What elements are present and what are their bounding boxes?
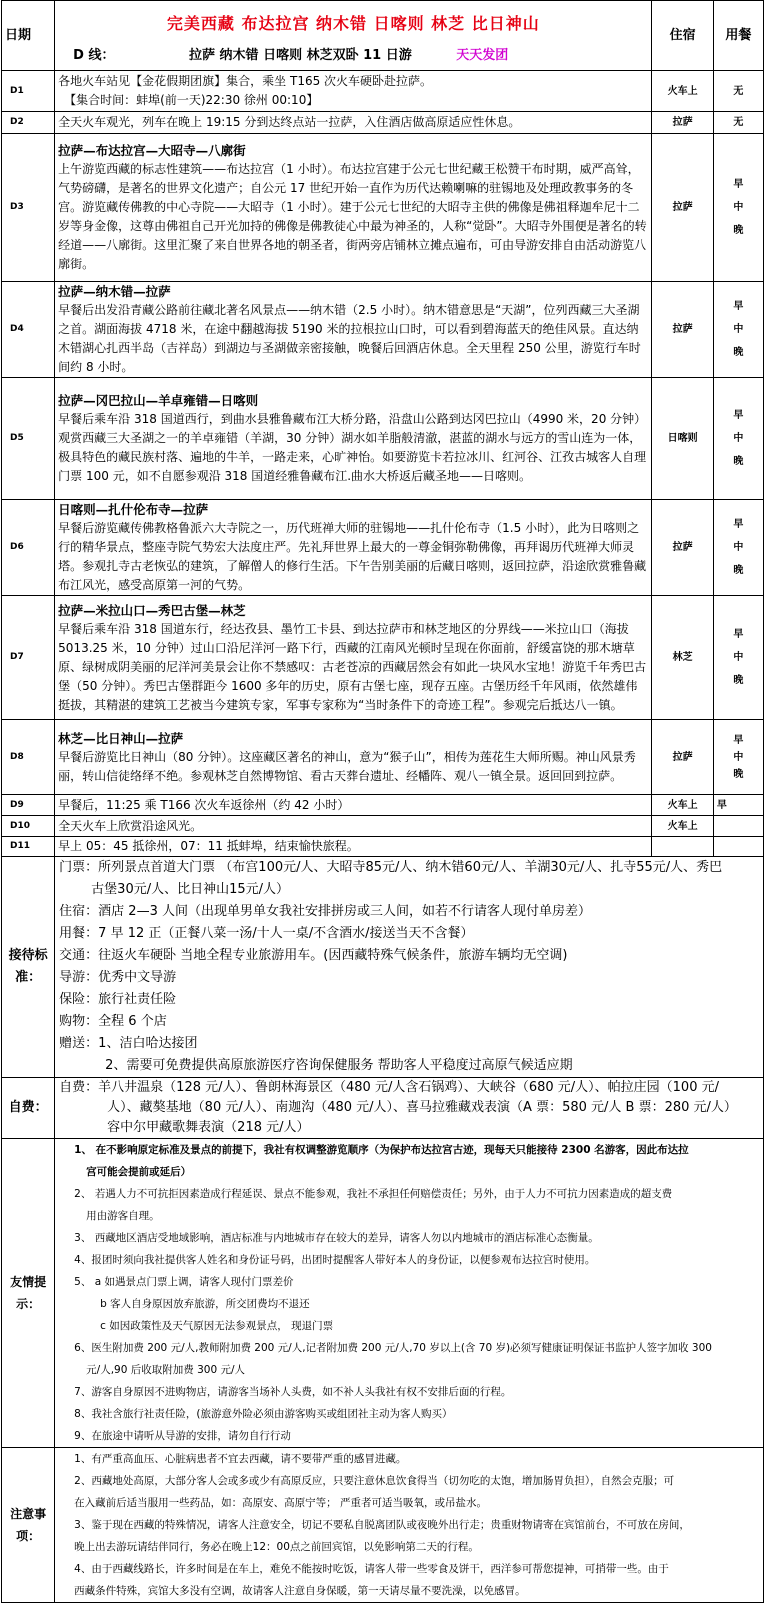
- day-row: [2, 795, 764, 816]
- tip-line: 8、我社含旅行社责任险，(旅游意外险必须由游客购买或组团社主动为客人购买）: [74, 1408, 453, 1420]
- standard-line: 保险：旅行社责任险: [59, 992, 177, 1007]
- day-label: D3: [2, 134, 55, 282]
- tip-line: 1、 在不影响原定标准及景点的前提下，我社有权调整游览顺序（为保护布达拉宫古迹，现每天只能接待 2300 名游客，因此布达拉: [74, 1144, 689, 1156]
- meal-dinner: 晚: [733, 225, 744, 236]
- standards-label: 接待标准：: [2, 857, 55, 1078]
- tip-line: 3、 西藏地区酒店受地域影响，酒店标准与内地城市存在较大的差异，请客人勿以内地城市的酒店标准心态衡量。: [74, 1232, 599, 1244]
- day-stay: 拉萨: [652, 282, 713, 378]
- day-title: 拉萨—纳木错—拉萨: [58, 284, 171, 299]
- notice-line: 1、有严重高血压、心脏病患者不宜去西藏，请不要带严重的感冒进藏。: [74, 1453, 407, 1465]
- day-line: 早餐后乘车沿 318 国道西行，到曲水县雅鲁藏布江大桥分路，沿盘山公路到达冈巴拉山（4990 米，20 分钟）观赏西藏三大圣湖之一的羊卓雍错（羊湖，30 分钟）湖水如羊脂般清澈，湛蓝的湖水与远方的雪山连为一体，极具特色的藏民族村落、遍地的牛羊，一路走来，心旷神怡。如要游览卡若拉冰川、红河谷、江孜古城客人自理门票 100 元，如不自愿参观沿 318 国道经雅鲁藏布江.曲水大桥返后藏圣地——日喀则。: [58, 412, 647, 483]
- standard-line: 住宿：酒店 2—3 人间（出现单男单女我社安排拼房或三人间，如若不行请客人现付单房差）: [59, 904, 591, 919]
- day-line: 早上 05：45 抵徐州，07：11 抵蚌埠，结束愉快旅程。: [58, 839, 359, 853]
- notice-row: [2, 1448, 764, 1603]
- day-meals: [713, 134, 763, 282]
- day-stay: 日喀则: [652, 378, 713, 500]
- day-label: D2: [2, 112, 55, 134]
- notice-label: 注意事项：: [2, 1448, 55, 1603]
- day-label: D1: [2, 71, 55, 112]
- standard-line: 导游：优秀中文导游: [59, 970, 177, 985]
- standard-line: 门票：所列景点首道大门票 （布宫100元/人、大昭寺85元/人、纳木错60元/人、羊湖30元/人、扎寺55元/人、秀巴: [59, 860, 723, 875]
- day-content: [55, 816, 652, 837]
- day-line: 早餐后游览比日神山（80 分钟）。这座藏区著名的神山，意为“猴子山”，相传为莲花生大师所赐。神山风景秀丽，转山信徒络绎不绝。参观林芝自然博物馆、看古天葬台遗址、经幡阵、观八一镇全景。返回回到拉萨。: [58, 749, 636, 783]
- day-title: 拉萨—布达拉宫—大昭寺—八廓街: [58, 143, 246, 158]
- day-label: D11: [2, 837, 55, 857]
- day-content: [55, 71, 652, 112]
- day-line: 全天火车观光，列车在晚上 19:15 分到达终点站一拉萨，入住酒店做高原适应性休息。: [58, 115, 521, 129]
- self-pay-line: 容中尔甲藏歌舞表演（218 元/人）: [107, 1120, 310, 1135]
- day-row: [2, 112, 764, 134]
- day-title: 拉萨—冈巴拉山—羊卓雍错—日喀则: [58, 393, 259, 408]
- notice-content: [55, 1448, 764, 1603]
- day-stay: 拉萨: [652, 720, 713, 795]
- day-line: 上午游览西藏的标志性建筑——布达拉宫（1 小时）。布达拉宫建于公元七世纪藏王松赞干布时期，威严高耸，气势磅礴，是著名的世界文化遗产；自公元 17 世纪开始一直作为历代达赖喇嘛的驻锡地及处理政教事务的冬宫。游览藏传佛教的中心寺院——大昭寺（1 小时）。建于公元七世纪的大昭寺主供的佛像是佛祖释迦牟尼十二岁等身金像，这尊由佛祖自己开光加持的佛像是佛教徒心中最为神圣的，人称“觉卧”。大昭寺外围便是著名的转经道——八廓街。这里汇聚了来自世界各地的朝圣者，街两旁店铺林立摊点遍布，可由导游安排自由活动游览八廓街。: [58, 162, 647, 271]
- day-stay: [652, 837, 713, 857]
- day-row: [2, 378, 764, 500]
- day-meals: [713, 720, 763, 795]
- meal-dinner: 晚: [733, 675, 744, 686]
- day-line: 早餐后乘车沿 318 国道东行，经达孜县、墨竹工卡县、到达拉萨市和林芝地区的分界线——米拉山口（海拔 5013.25 米，10 分钟）过山口沿尼洋河一路下行，西藏的江南风光顿时呈现在你面前，舒缓富饶的那木塘草原、绿树成阴美丽的尼洋河美景会让你不禁感叹：古老苍凉的西藏居然会有如此一块风水宝地！游览千年秀巴古堡（50 分钟）。秀巴古堡群距今 1600 多年的历史，原有古堡七座，现存五座。古堡历经千年风雨，依然雄伟挺拔，其精湛的建筑工艺被当今建筑专家，军事专家称为“当时条件下的奇迹工程”。参观完后抵达八一镇。: [58, 621, 647, 712]
- tip-line: 9、在旅途中请听从导游的安排，请勿自行行动: [74, 1430, 291, 1442]
- meal-lunch: 中: [733, 324, 744, 335]
- meal-dinner: 晚: [733, 347, 744, 358]
- notice-line: 4、由于西藏线路长，许多时间是在车上，难免不能按时吃饭，请客人带一些零食及饼干，西洋参可帮您提神，可捎带一些。由于: [74, 1563, 669, 1575]
- day-line: 【集合时间：蚌埠(前一天)22:30 徐州 00:10】: [64, 93, 319, 107]
- day-content: [55, 720, 652, 795]
- day-content: [55, 837, 652, 857]
- day-stay: 拉萨: [652, 112, 713, 134]
- meal-lunch: 中: [733, 751, 744, 763]
- itinerary-table: [1, 0, 764, 1603]
- day-content: [55, 795, 652, 816]
- day-meals: [713, 282, 763, 378]
- day-content: [55, 282, 652, 378]
- day-content: [55, 378, 652, 500]
- day-meal: [713, 816, 763, 837]
- day-line: 早餐后出发沿青藏公路前往藏北著名风景点——纳木错（2.5 小时）。纳木错意思是“天湖”，位列西藏三大圣湖之首。湖面海拔 4718 米，在途中翻越海拔 5190 米的拉根拉山口时，可以看到碧海蓝天的绝佳风景。直达纳木错湖心扎西半岛（吉祥岛）到湖边与圣湖做亲密接触，晚餐后回酒店休息。全天里程 250 公里，游览行车时间约 8 小时。: [58, 303, 641, 374]
- tip-line: b 客人自身原因放弃旅游，所交团费均不退还: [100, 1298, 310, 1310]
- day-line: 早餐后游览藏传佛教格鲁派六大寺院之一，历代班禅大师的驻锡地——扎什伦布寺（1.5 小时），此为日喀则之行的精华景点，整座寺院气势宏大法度庄严。先礼拜世界上最大的一尊金铜弥勒佛像，再拜谒历代班禅大师灵塔。参观扎寺古老恢弘的建筑，了解僧人的修行生活。下午告别美丽的后藏日喀则，返回拉萨，沿途欣赏雅鲁藏布江风光，感受高原第一河的气势。: [58, 521, 647, 592]
- title-cell: [55, 1, 652, 71]
- self-pay-row: [2, 1078, 764, 1139]
- line-route: 拉萨 纳木错 日喀则 林芝双卧 11 日游: [189, 47, 412, 63]
- header-row: [2, 1, 764, 71]
- day-content: [55, 500, 652, 596]
- tips-content: [55, 1139, 764, 1448]
- tip-line: 元/人,90 后收取附加费 300 元/人: [86, 1364, 245, 1376]
- self-pay-line: 人）、藏獒基地（80 元/人）、南迦沟（480 元/人）、喜马拉雅藏戏表演（A 票：580 元/人 B 票：280 元/人）: [107, 1100, 737, 1115]
- day-line: 各地火车站见【金花假期团旗】集合，乘坐 T165 次火车硬卧赴拉萨。: [58, 74, 433, 88]
- day-meal: [713, 837, 763, 857]
- tip-line: 4、报团时须向我社提供客人姓名和身份证号码，出团时提醒客人带好本人的身份证，以便参观布达拉宫时使用。: [74, 1254, 596, 1266]
- self-pay-content: [55, 1078, 764, 1139]
- day-content: [55, 112, 652, 134]
- day-stay: 火车上: [652, 816, 713, 837]
- day-column-header: 日期: [2, 1, 55, 71]
- day-row: [2, 134, 764, 282]
- day-stay: 拉萨: [652, 134, 713, 282]
- day-row: [2, 282, 764, 378]
- day-label: D7: [2, 596, 55, 720]
- meal-lunch: 中: [733, 202, 744, 213]
- meal-dinner: 晚: [733, 565, 744, 576]
- meal-lunch: 中: [733, 652, 744, 663]
- tip-line: 宫可能会提前或延后）: [86, 1166, 192, 1178]
- tip-line: 2、 若遇人力不可抗拒因素造成行程延误、景点不能参观，我社不承担任何赔偿责任；另外，由于人力不可抗力因素造成的超支费: [74, 1188, 673, 1200]
- day-label: D8: [2, 720, 55, 795]
- day-stay: 林芝: [652, 596, 713, 720]
- line-name: D 线：: [73, 47, 115, 63]
- day-row: [2, 71, 764, 112]
- day-label: D5: [2, 378, 55, 500]
- standard-line: 2、需要可免费提供高原旅游医疗咨询保健服务 帮助客人平稳度过高原气候适应期: [105, 1058, 573, 1073]
- day-title: 拉萨—米拉山口—秀巴古堡—林芝: [58, 602, 246, 618]
- meal-breakfast: 早: [733, 734, 744, 746]
- day-label: D9: [2, 795, 55, 816]
- day-stay: 火车上: [652, 71, 713, 112]
- tips-label: 友情提示：: [2, 1139, 55, 1448]
- day-content: [55, 596, 652, 720]
- day-meals: [713, 596, 763, 720]
- meal-breakfast: 早: [733, 410, 744, 421]
- day-label: D6: [2, 500, 55, 596]
- tips-row: [2, 1139, 764, 1448]
- standard-line: 古堡30元/人、比日神山15元/人）: [91, 882, 290, 897]
- day-line: 全天火车上欣赏沿途风光。: [58, 818, 203, 833]
- day-meal: 无: [713, 71, 763, 112]
- day-title: 林芝—比日神山—拉萨: [58, 730, 184, 746]
- meal-dinner: 晚: [733, 768, 744, 780]
- meal-breakfast: 早: [733, 179, 744, 190]
- day-meals: [713, 378, 763, 500]
- standard-line: 交通：往返火车硬卧 当地全程专业旅游用车。(因西藏特殊气候条件，旅游车辆均无空调): [59, 948, 568, 963]
- slogan: 天天发团: [456, 47, 509, 63]
- day-row: [2, 596, 764, 720]
- tip-line: 7、游客自身原因不进购物店，请游客当场补人头费，如不补人头我社有权不安排后面的行程。: [74, 1386, 512, 1398]
- standard-line: 赠送：1、洁白哈达接团: [59, 1036, 198, 1051]
- notice-line: 2、西藏地处高原，大部分客人会或多或少有高原反应，只要注意休息饮食得当（切勿吃的太饱，增加肠胃负担），自然会克服；可: [74, 1475, 675, 1487]
- standards-content: [55, 857, 764, 1078]
- tip-line: 用由游客自理。: [86, 1210, 160, 1222]
- day-meal: 无: [713, 112, 763, 134]
- main-title: 完美西藏 布达拉宫 纳木错 日喀则 林芝 比日神山: [166, 13, 540, 33]
- day-stay: 拉萨: [652, 500, 713, 596]
- meal-column-header: 用餐: [713, 1, 763, 71]
- tip-line: 6、医生附加费 200 元/人,教师附加费 200 元/人,记者附加费 200 元/人,70 岁以上(含 70 岁)必须写健康证明保证书监护人签字加收 300: [74, 1342, 712, 1354]
- notice-line: 在入藏前后适当服用一些药品，如：高原安、高原宁等； 严重者可适当吸氧，或吊盐水。: [74, 1497, 488, 1509]
- stay-column-header: 住宿: [652, 1, 713, 71]
- day-content: [55, 134, 652, 282]
- meal-dinner: 晚: [733, 456, 744, 467]
- self-pay-line: 自费：羊八井温泉（128 元/人）、鲁朗林海景区（480 元/人含石锅鸡）、大峡谷（680 元/人）、帕拉庄园（100 元/: [59, 1080, 719, 1095]
- meal-breakfast: 早: [733, 519, 744, 530]
- tip-line: 5、 a 如遇景点门票上调，请客人现付门票差价: [74, 1276, 294, 1288]
- meal-lunch: 中: [733, 542, 744, 553]
- route-line: [55, 35, 651, 67]
- self-pay-label: 自费：: [2, 1078, 55, 1139]
- day-row: [2, 500, 764, 596]
- standards-row: [2, 857, 764, 1078]
- day-row: [2, 816, 764, 837]
- day-label: D4: [2, 282, 55, 378]
- meal-breakfast: 早: [733, 629, 744, 640]
- notice-line: 晚上出去游玩请结伴同行，务必在晚上12：00点之前回宾馆，以免影响第二天的行程。: [74, 1541, 479, 1553]
- day-meal: 早: [713, 795, 763, 816]
- day-label: D10: [2, 816, 55, 837]
- standard-line: 用餐：7 早 12 正（正餐八菜一汤/十人一桌/不含酒水/接送当天不含餐）: [59, 926, 474, 941]
- meal-lunch: 中: [733, 433, 744, 444]
- day-stay: 火车上: [652, 795, 713, 816]
- day-title: 日喀则—扎什伦布寺—拉萨: [58, 502, 209, 517]
- day-row: [2, 837, 764, 857]
- meal-breakfast: 早: [733, 301, 744, 312]
- day-line: 早餐后，11:25 乘 T166 次火车返徐州（约 42 小时）: [58, 797, 350, 812]
- notice-line: 3、鉴于现在西藏的特殊情况，请客人注意安全，切记不要私自脱离团队或夜晚外出行走；贵重财物请寄在宾馆前台，不可放在房间，: [74, 1519, 690, 1531]
- standard-line: 购物：全程 6 个店: [59, 1014, 167, 1029]
- tip-line: c 如因政策性及天气原因无法参观景点， 现退门票: [100, 1320, 334, 1332]
- day-meals: [713, 500, 763, 596]
- notice-line: 西藏条件特殊，宾馆大多没有空调，故请客人注意自身保暖，第一天请尽量不要洗澡，以免感冒。: [74, 1585, 526, 1597]
- day-row: [2, 720, 764, 795]
